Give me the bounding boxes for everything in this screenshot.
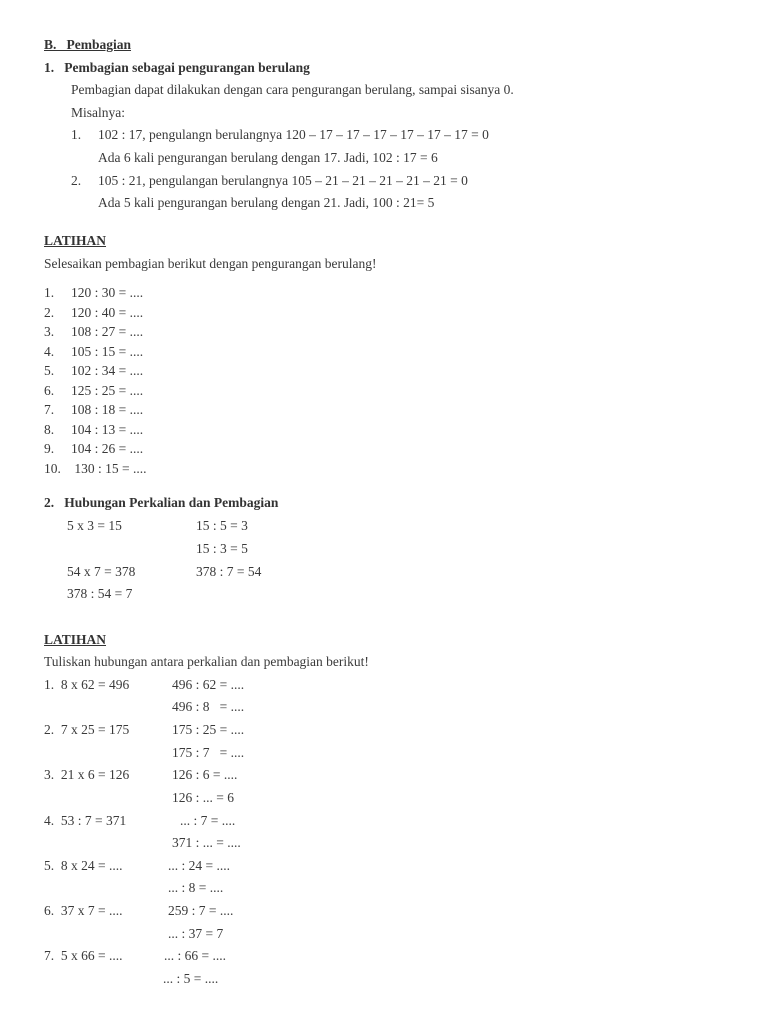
- exercise-6-right-1: 259 : 7 = ....: [168, 903, 234, 918]
- exercise-1-left: 1. 8 x 62 = 496: [44, 677, 130, 692]
- list-item: 2. 120 : 40 = ....: [44, 304, 144, 320]
- list-item: 9. 104 : 26 = ....: [44, 441, 144, 456]
- exercise-7-left: 7. 5 x 66 = ....: [44, 948, 123, 963]
- relation-3-left: 54 x 7 = 378: [67, 564, 136, 579]
- exercise-2-left: 2. 7 x 25 = 175: [44, 722, 130, 737]
- exercise-5-right-2: ... : 8 = ....: [168, 880, 224, 895]
- section-heading: B. Pembagian: [44, 37, 132, 52]
- exercise-6-right-2: ... : 37 = 7: [168, 926, 224, 941]
- example-2-line-2: Ada 5 kali pengurangan berulang dengan 21. Jadi, 100 : 21= 5: [98, 195, 435, 210]
- latihan-2-title: LATIHAN: [44, 632, 107, 647]
- relation-3-right: 378 : 7 = 54: [196, 564, 262, 579]
- example-2-line-1: 2. 105 : 21, pengulangan berulangnya 105 – 21 – 21 – 21 – 21 – 21 = 0: [71, 173, 468, 188]
- list-item: 4. 105 : 15 = ....: [44, 343, 144, 359]
- exercise-4-left: 4. 53 : 7 = 371: [44, 813, 127, 828]
- list-item: 7. 108 : 18 = ....: [44, 402, 144, 417]
- example-1-line-1: 1. 102 : 17, pengulangn berulangnya 120 – 17 – 17 – 17 – 17 – 17 – 17 = 0: [71, 127, 489, 142]
- exercise-5-right-1: ... : 24 = ....: [168, 858, 230, 873]
- exercise-7-right-2: ... : 5 = ....: [163, 971, 219, 986]
- list-item: 8. 104 : 13 = ....: [44, 421, 144, 437]
- exercise-6-left: 6. 37 x 7 = ....: [44, 903, 123, 918]
- exercise-2-right-1: 175 : 25 = ....: [172, 722, 245, 737]
- list-item: 3. 108 : 27 = ....: [44, 324, 144, 339]
- exercise-1-right-1: 496 : 62 = ....: [172, 677, 245, 692]
- latihan-1-instruction: Selesaikan pembagian berikut dengan pengurangan berulang!: [44, 256, 377, 271]
- list-item: 10. 130 : 15 = ....: [44, 460, 147, 476]
- exercise-1-right-2: 496 : 8 = ....: [172, 699, 245, 714]
- relation-2-right: 15 : 3 = 5: [196, 541, 248, 556]
- example-label: Misalnya:: [71, 105, 125, 120]
- intro-text: Pembagian dapat dilakukan dengan cara pengurangan berulang, sampai sisanya 0.: [71, 82, 514, 97]
- exercise-4-right-2: 371 : ... = ....: [172, 835, 241, 850]
- latihan-2-instruction: Tuliskan hubungan antara perkalian dan pembagian berikut!: [44, 654, 369, 669]
- exercise-3-left: 3. 21 x 6 = 126: [44, 767, 130, 782]
- example-1-line-2: Ada 6 kali pengurangan berulang dengan 17. Jadi, 102 : 17 = 6: [98, 150, 438, 165]
- subsection-2-title: 2. Hubungan Perkalian dan Pembagian: [44, 495, 279, 510]
- latihan-1-list: [44, 283, 147, 478]
- exercise-4-right-1: ... : 7 = ....: [180, 813, 236, 828]
- latihan-1-title: LATIHAN: [44, 233, 107, 248]
- exercise-5-left: 5. 8 x 24 = ....: [44, 858, 123, 873]
- list-item: 1. 120 : 30 = ....: [44, 285, 144, 300]
- list-item: 5. 102 : 34 = ....: [44, 363, 144, 378]
- relation-1-left: 5 x 3 = 15: [67, 518, 122, 533]
- exercise-3-right-1: 126 : 6 = ....: [172, 767, 238, 782]
- exercise-7-right-1: ... : 66 = ....: [164, 948, 226, 963]
- relation-4-left: 378 : 54 = 7: [67, 586, 133, 601]
- subsection-1-title: 1. Pembagian sebagai pengurangan berulang: [44, 60, 310, 75]
- exercise-2-right-2: 175 : 7 = ....: [172, 745, 245, 760]
- relation-1-right: 15 : 5 = 3: [196, 518, 248, 533]
- list-item: 6. 125 : 25 = ....: [44, 382, 144, 398]
- exercise-3-right-2: 126 : ... = 6: [172, 790, 234, 805]
